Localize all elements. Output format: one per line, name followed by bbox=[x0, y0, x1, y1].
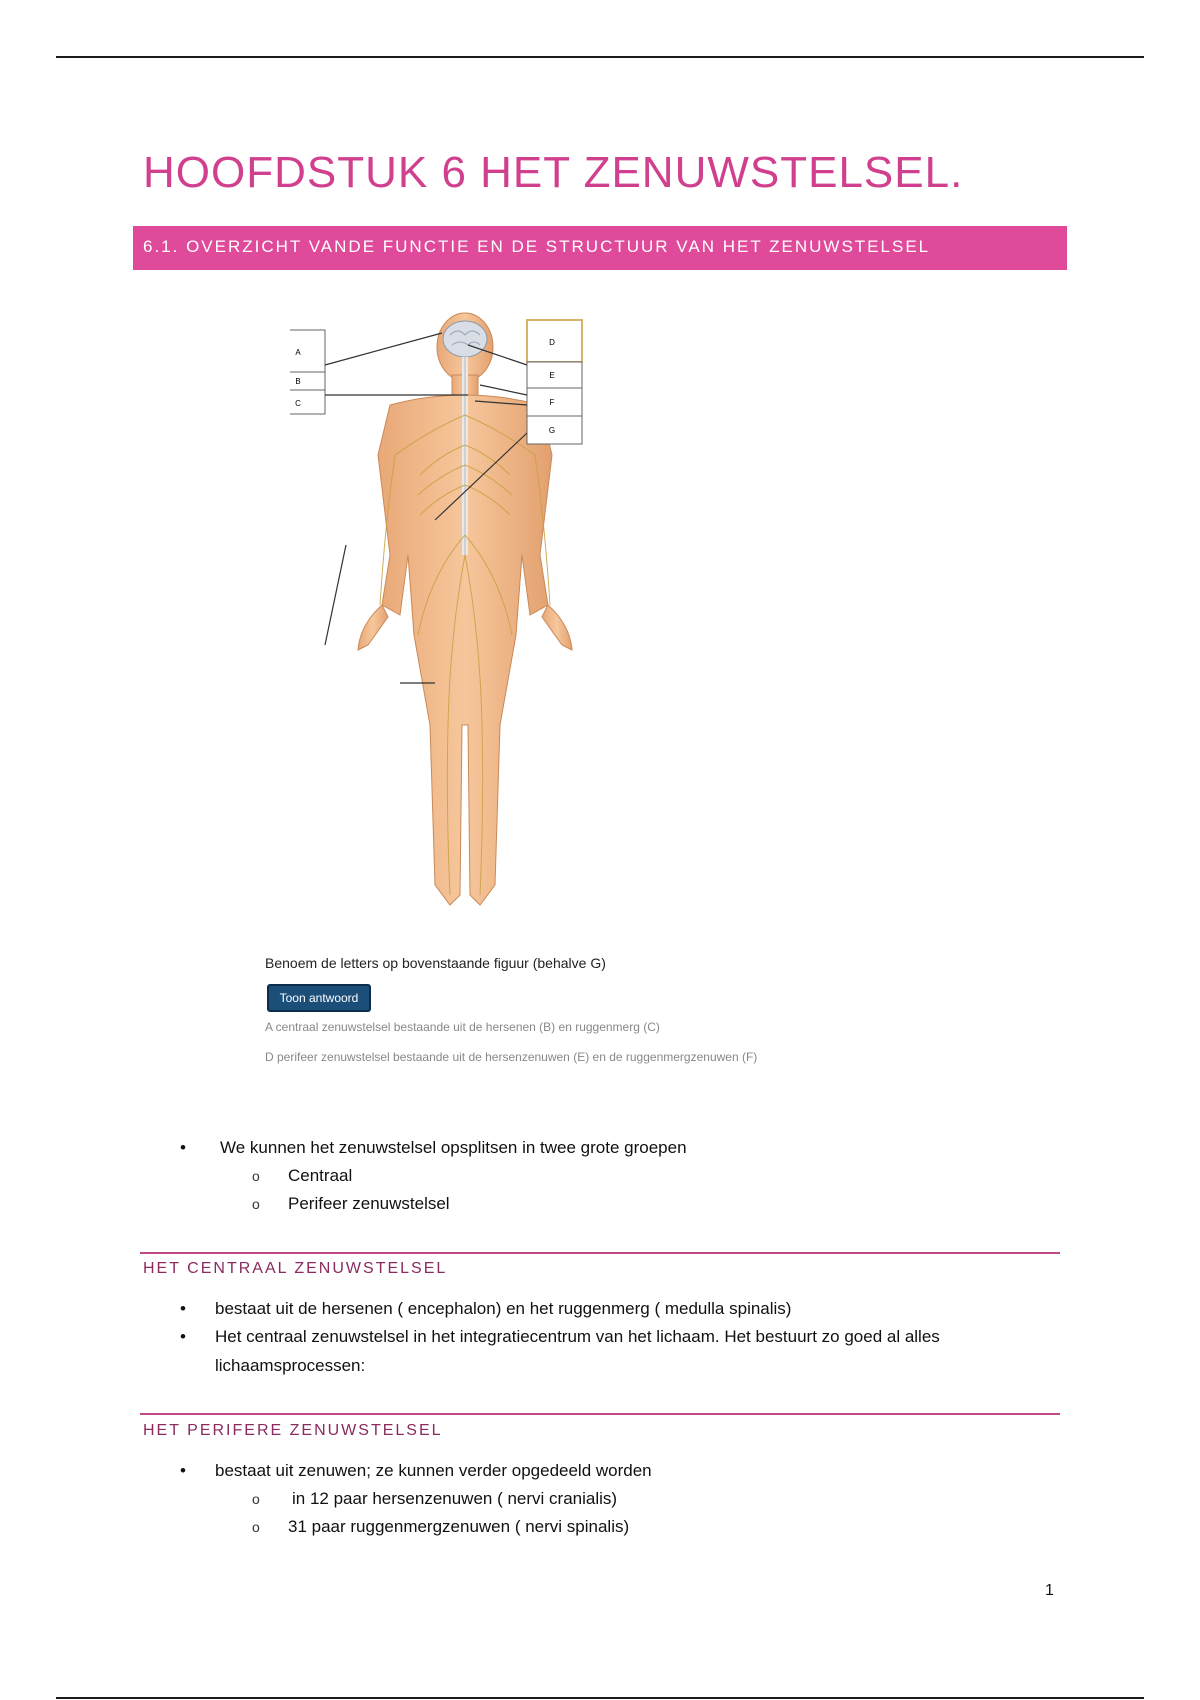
central-bullet-1: bestaat uit de hersenen ( encephalon) en het ruggenmerg ( medulla spinalis) bbox=[215, 1299, 792, 1318]
central-section-rule bbox=[140, 1252, 1060, 1254]
brain-shape bbox=[443, 321, 487, 357]
peripheral-sub-1: in 12 paar hersenzenuwen ( nervi cranialis) bbox=[292, 1489, 618, 1508]
page-title: HOOFDSTUK 6 HET ZENUWSTELSEL. bbox=[143, 148, 964, 197]
intro-sub-2: Perifeer zenuwstelsel bbox=[288, 1194, 450, 1213]
label-c: C bbox=[295, 399, 301, 408]
label-e: E bbox=[549, 371, 555, 380]
bullet-dot: • bbox=[180, 1299, 186, 1318]
section-banner-text: 6.1. OVERZICHT VANDE FUNCTIE EN DE STRUCTUUR VAN HET ZENUWSTELSEL bbox=[143, 237, 931, 256]
bullet-dot: • bbox=[180, 1461, 186, 1480]
label-a: A bbox=[295, 348, 301, 357]
peripheral-section-rule bbox=[140, 1413, 1060, 1415]
label-f: F bbox=[549, 398, 555, 407]
page-number: 1 bbox=[1045, 1582, 1054, 1599]
show-answer-button[interactable]: Toon antwoord bbox=[267, 984, 371, 1012]
peripheral-bullet: bestaat uit zenuwen; ze kunnen verder opgedeeld worden bbox=[215, 1461, 652, 1480]
nervous-system-figure bbox=[290, 305, 670, 925]
central-bullet-2: Het centraal zenuwstelsel in het integratiecentrum van het lichaam. Het bestuurt zo goed al alles bbox=[215, 1327, 940, 1346]
answer-line-1: A centraal zenuwstelsel bestaande uit de hersenen (B) en ruggenmerg (C) bbox=[265, 1020, 660, 1034]
intro-sub-1: Centraal bbox=[288, 1166, 353, 1185]
sub-bullet-circle: o bbox=[252, 1491, 260, 1507]
top-rule bbox=[56, 56, 1144, 58]
sub-bullet-circle: o bbox=[252, 1196, 260, 1212]
peripheral-sub-2: 31 paar ruggenmergzenuwen ( nervi spinalis) bbox=[288, 1517, 630, 1536]
bottom-rule bbox=[56, 1697, 1144, 1699]
peripheral-section-heading: HET PERIFERE ZENUWSTELSEL bbox=[143, 1422, 443, 1439]
central-bullet-2-cont: lichaamsprocessen: bbox=[215, 1356, 366, 1375]
label-b: B bbox=[295, 377, 301, 386]
bullet-dot: • bbox=[180, 1138, 186, 1157]
answer-line-2: D perifeer zenuwstelsel bestaande uit de hersenzenuwen (E) en de ruggenmergzenuwen (F) bbox=[265, 1050, 758, 1064]
intro-bullet: We kunnen het zenuwstelsel opsplitsen in twee grote groepen bbox=[220, 1138, 687, 1157]
bullet-dot: • bbox=[180, 1327, 186, 1346]
figure-caption: Benoem de letters op bovenstaande figuur (behalve G) bbox=[265, 955, 606, 971]
section-banner bbox=[133, 226, 1067, 270]
label-d: D bbox=[549, 338, 555, 347]
sub-bullet-circle: o bbox=[252, 1519, 260, 1535]
sub-bullet-circle: o bbox=[252, 1168, 260, 1184]
central-section-heading: HET CENTRAAL ZENUWSTELSEL bbox=[143, 1260, 448, 1277]
label-g: G bbox=[548, 426, 556, 435]
